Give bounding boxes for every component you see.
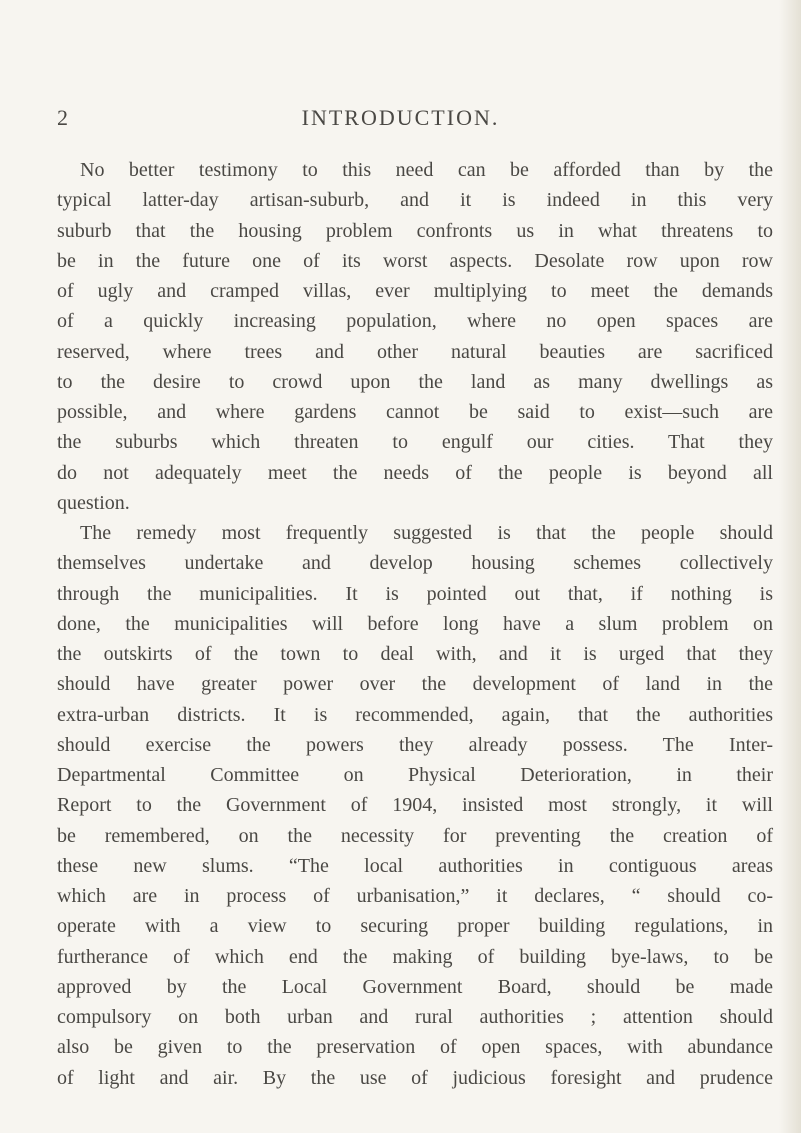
text-line: should have greater power over the development of land in the — [57, 673, 773, 696]
text-line: be in the future one of its worst aspects. Desolate row upon row — [57, 249, 773, 272]
text-line: the outskirts of the town to deal with, and it is urged that they — [57, 643, 773, 665]
text-line: The remedy most frequently suggested is that the people should — [80, 522, 773, 544]
text-line: suburb that the housing problem confronts us in what threatens to — [57, 219, 773, 242]
text-line: themselves undertake and develop housing schemes collectively — [57, 552, 773, 575]
text-line: of a quickly increasing population, where no open spaces are — [57, 310, 773, 333]
text-line: of ugly and cramped villas, ever multiplying to meet the demands — [57, 280, 773, 302]
text-line: these new slums. “The local authorities in contiguous areas — [57, 854, 773, 877]
text-line: extra-urban districts. It is recommended, again, that the authorities — [57, 703, 773, 726]
text-line: also be given to the preservation of open spaces, with abundance — [57, 1036, 773, 1059]
text-line: do not adequately meet the needs of the people is beyond all — [57, 461, 773, 484]
page-number: 2 — [57, 105, 68, 130]
text-line: Departmental Committee on Physical Deterioration, in their — [57, 764, 773, 786]
text-line: to the desire to crowd upon the land as many dwellings as — [57, 370, 773, 393]
text-line: be remembered, on the necessity for preventing the creation of — [57, 824, 773, 847]
text-line: the suburbs which threaten to engulf our cities. That they — [57, 431, 773, 454]
text-line: compulsory on both urban and rural authorities ; attention should — [57, 1006, 773, 1028]
text-line: reserved, where trees and other natural beauties are sacrificed — [57, 340, 773, 363]
running-head: INTRODUCTION. — [301, 105, 500, 130]
text-line: should exercise the powers they already possess. The Inter- — [57, 733, 773, 756]
text-line: question. — [57, 491, 130, 514]
text-line: which are in process of urbanisation,” it declares, “ should co- — [57, 885, 773, 907]
text-line: Report to the Government of 1904, insisted most strongly, it will — [57, 794, 773, 817]
text-line: furtherance of which end the making of building bye-laws, to be — [57, 945, 773, 968]
text-line: done, the municipalities will before long have a slum problem on — [57, 612, 773, 635]
page-edge-shadow — [779, 0, 801, 1133]
body-text — [57, 155, 773, 1093]
text-line: typical latter-day artisan-suburb, and it is indeed in this very — [57, 189, 773, 212]
text-line: of light and air. By the use of judicious foresight and prudence — [57, 1066, 773, 1089]
text-line: No better testimony to this need can be afforded than by the — [80, 159, 773, 181]
text-line: through the municipalities. It is pointed out that, if nothing is — [57, 582, 773, 605]
text-line: possible, and where gardens cannot be said to exist—such are — [57, 401, 773, 423]
text-line: operate with a view to securing proper building regulations, in — [57, 915, 773, 938]
text-line: approved by the Local Government Board, should be made — [57, 975, 773, 998]
